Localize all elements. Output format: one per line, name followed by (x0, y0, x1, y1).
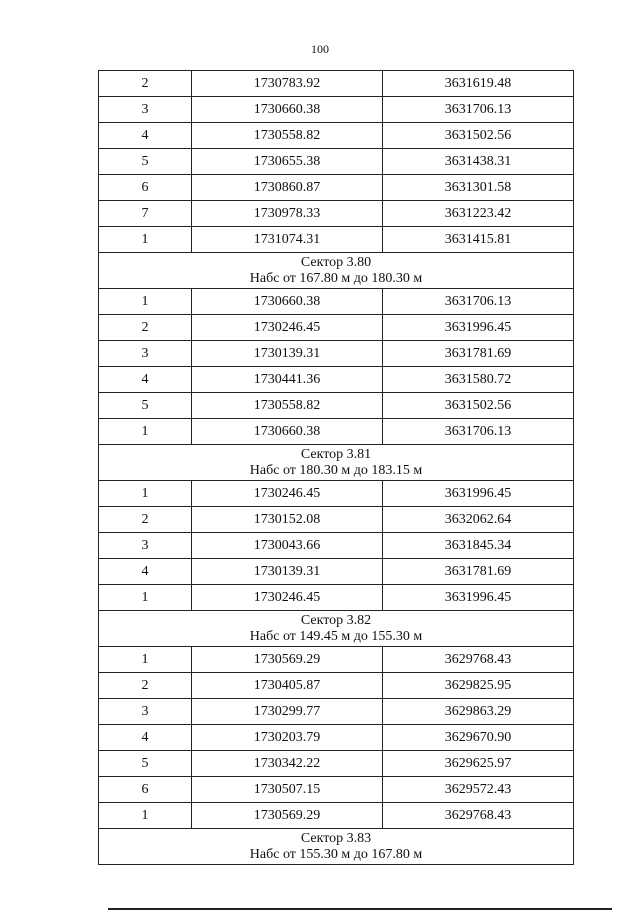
sector-header-cell (99, 445, 574, 481)
x-coordinate-cell: 1730655.38 (192, 149, 383, 175)
table-row (99, 725, 574, 751)
y-coordinate-cell: 3629768.43 (383, 803, 574, 829)
sector-header-cell (99, 611, 574, 647)
point-number-cell: 5 (99, 149, 192, 175)
sector-height-range: Набс от 180.30 м до 183.15 м (249, 463, 423, 478)
sector-title: Сектор 3.80 (300, 255, 372, 270)
point-number-cell: 1 (99, 289, 192, 315)
table-row (99, 71, 574, 97)
table-row (99, 673, 574, 699)
y-coordinate-cell: 3629625.97 (383, 751, 574, 777)
table-row (99, 123, 574, 149)
y-coordinate-cell: 3631996.45 (383, 585, 574, 611)
point-number-cell: 4 (99, 725, 192, 751)
point-number-cell: 2 (99, 673, 192, 699)
x-coordinate-cell: 1730558.82 (192, 123, 383, 149)
y-coordinate-cell: 3631996.45 (383, 315, 574, 341)
y-coordinate-cell: 3631223.42 (383, 201, 574, 227)
x-coordinate-cell: 1730139.31 (192, 559, 383, 585)
sector-header-row (99, 611, 574, 647)
table-row (99, 419, 574, 445)
x-coordinate-cell: 1730246.45 (192, 315, 383, 341)
point-number-cell: 1 (99, 647, 192, 673)
table-row (99, 585, 574, 611)
x-coordinate-cell: 1730558.82 (192, 393, 383, 419)
x-coordinate-cell: 1730405.87 (192, 673, 383, 699)
x-coordinate-cell: 1730507.15 (192, 777, 383, 803)
sector-height-range: Набс от 167.80 м до 180.30 м (249, 271, 423, 286)
x-coordinate-cell: 1730043.66 (192, 533, 383, 559)
sector-header-cell (99, 253, 574, 289)
x-coordinate-cell: 1730441.36 (192, 367, 383, 393)
x-coordinate-cell: 1730783.92 (192, 71, 383, 97)
y-coordinate-cell: 3631415.81 (383, 227, 574, 253)
table-row (99, 175, 574, 201)
x-coordinate-cell: 1730569.29 (192, 647, 383, 673)
y-coordinate-cell: 3629768.43 (383, 647, 574, 673)
y-coordinate-cell: 3631502.56 (383, 123, 574, 149)
point-number-cell: 3 (99, 699, 192, 725)
point-number-cell: 5 (99, 751, 192, 777)
y-coordinate-cell: 3631619.48 (383, 71, 574, 97)
point-number-cell: 6 (99, 777, 192, 803)
x-coordinate-cell: 1730246.45 (192, 481, 383, 507)
point-number-cell: 1 (99, 419, 192, 445)
table-row (99, 341, 574, 367)
x-coordinate-cell: 1730978.33 (192, 201, 383, 227)
point-number-cell: 4 (99, 123, 192, 149)
table-row (99, 97, 574, 123)
sector-title: Сектор 3.83 (300, 831, 372, 846)
point-number-cell: 3 (99, 341, 192, 367)
x-coordinate-cell: 1730342.22 (192, 751, 383, 777)
y-coordinate-cell: 3631845.34 (383, 533, 574, 559)
table-row (99, 393, 574, 419)
table-row (99, 559, 574, 585)
y-coordinate-cell: 3629825.95 (383, 673, 574, 699)
y-coordinate-cell: 3631502.56 (383, 393, 574, 419)
y-coordinate-cell: 3629670.90 (383, 725, 574, 751)
y-coordinate-cell: 3631438.31 (383, 149, 574, 175)
table-row (99, 367, 574, 393)
point-number-cell: 3 (99, 533, 192, 559)
x-coordinate-cell: 1730203.79 (192, 725, 383, 751)
y-coordinate-cell: 3632062.64 (383, 507, 574, 533)
sector-title: Сектор 3.81 (300, 447, 372, 462)
point-number-cell: 5 (99, 393, 192, 419)
y-coordinate-cell: 3631781.69 (383, 559, 574, 585)
point-number-cell: 1 (99, 481, 192, 507)
y-coordinate-cell: 3631301.58 (383, 175, 574, 201)
sector-header-row (99, 253, 574, 289)
x-coordinate-cell: 1730569.29 (192, 803, 383, 829)
y-coordinate-cell: 3631781.69 (383, 341, 574, 367)
point-number-cell: 4 (99, 559, 192, 585)
page-number: 100 (311, 42, 329, 56)
x-coordinate-cell: 1731074.31 (192, 227, 383, 253)
point-number-cell: 4 (99, 367, 192, 393)
x-coordinate-cell: 1730139.31 (192, 341, 383, 367)
sector-header-row (99, 829, 574, 865)
x-coordinate-cell: 1730246.45 (192, 585, 383, 611)
table-row (99, 751, 574, 777)
table-row (99, 289, 574, 315)
table-row (99, 533, 574, 559)
sector-header-row (99, 445, 574, 481)
table-row (99, 507, 574, 533)
table-row (99, 647, 574, 673)
table-row (99, 149, 574, 175)
coordinates-table-body (99, 71, 574, 865)
x-coordinate-cell: 1730299.77 (192, 699, 383, 725)
point-number-cell: 1 (99, 227, 192, 253)
table-row (99, 803, 574, 829)
sector-height-range: Набс от 155.30 м до 167.80 м (249, 847, 423, 862)
table-row (99, 201, 574, 227)
y-coordinate-cell: 3631706.13 (383, 97, 574, 123)
point-number-cell: 7 (99, 201, 192, 227)
sector-header-cell (99, 829, 574, 865)
x-coordinate-cell: 1730152.08 (192, 507, 383, 533)
point-number-cell: 2 (99, 71, 192, 97)
y-coordinate-cell: 3631706.13 (383, 419, 574, 445)
x-coordinate-cell: 1730660.38 (192, 289, 383, 315)
coordinates-table (98, 70, 574, 865)
point-number-cell: 6 (99, 175, 192, 201)
table-row (99, 315, 574, 341)
x-coordinate-cell: 1730860.87 (192, 175, 383, 201)
table-row (99, 227, 574, 253)
sector-title: Сектор 3.82 (300, 613, 372, 628)
point-number-cell: 2 (99, 315, 192, 341)
y-coordinate-cell: 3631580.72 (383, 367, 574, 393)
point-number-cell: 1 (99, 585, 192, 611)
point-number-cell: 2 (99, 507, 192, 533)
y-coordinate-cell: 3629863.29 (383, 699, 574, 725)
table-row (99, 481, 574, 507)
sector-height-range: Набс от 149.45 м до 155.30 м (249, 629, 423, 644)
y-coordinate-cell: 3629572.43 (383, 777, 574, 803)
y-coordinate-cell: 3631706.13 (383, 289, 574, 315)
point-number-cell: 1 (99, 803, 192, 829)
table-row (99, 777, 574, 803)
table-row (99, 699, 574, 725)
bottom-rule (108, 908, 612, 910)
x-coordinate-cell: 1730660.38 (192, 419, 383, 445)
point-number-cell: 3 (99, 97, 192, 123)
y-coordinate-cell: 3631996.45 (383, 481, 574, 507)
x-coordinate-cell: 1730660.38 (192, 97, 383, 123)
